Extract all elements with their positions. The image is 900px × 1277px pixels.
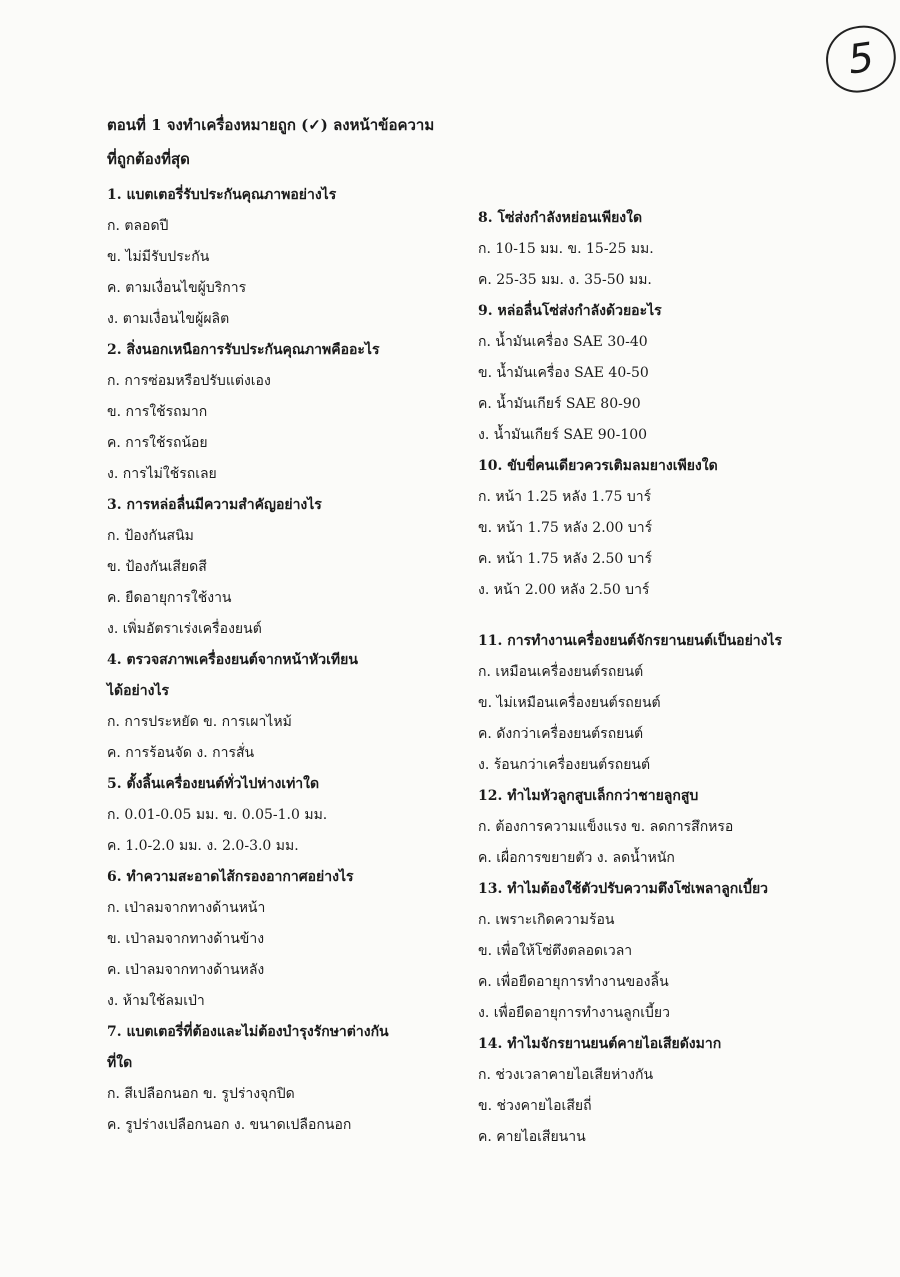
question-text: 6. ทำความสะอาดไส้กรองอากาศอย่างไร [107,869,354,885]
option: ค. น้ำมันเกียร์ SAE 80-90 [478,396,641,412]
question-text: 3. การหล่อลื่นมีความสำคัญอย่างไร [107,497,322,513]
option: ก. 10-15 มม. ข. 15-25 มม. [478,241,654,257]
option: ค. 1.0-2.0 มม. ง. 2.0-3.0 มม. [107,838,299,854]
question-2 [107,335,467,490]
question-text: 12. ทำไมหัวลูกสูบเล็กกว่าชายลูกสูบ [478,788,699,804]
option: ข. เป่าลมจากทางด้านข้าง [107,931,265,947]
option: ก. เหมือนเครื่องยนต์รถยนต์ [478,664,644,680]
question-5 [107,769,467,862]
question-text-cont: ที่ใด [107,1055,133,1071]
option: ง. น้ำมันเกียร์ SAE 90-100 [478,427,648,443]
left-column [107,180,467,1141]
option: ค. ดังกว่าเครื่องยนต์รถยนต์ [478,726,644,742]
question-text: 8. โซ่ส่งกำลังหย่อนเพียงใด [478,210,643,226]
option: ข. ป้องกันเสียดสี [107,559,207,575]
question-14 [478,1029,888,1153]
option: ก. หน้า 1.25 หลัง 1.75 บาร์ [478,489,652,505]
question-text: 7. แบตเตอรี่ที่ต้องและไม่ต้องบำรุงรักษาต่างกัน [107,1024,389,1040]
question-7 [107,1017,467,1141]
right-column [478,203,888,1153]
question-text: 10. ขับขี่คนเดียวควรเติมลมยางเพียงใด [478,458,718,474]
question-1 [107,180,467,335]
question-8 [478,203,888,296]
option: ข. น้ำมันเครื่อง SAE 40-50 [478,365,649,381]
question-4 [107,645,467,769]
option: ค. เป่าลมจากทางด้านหลัง [107,962,265,978]
option: ง. เพื่อยืดอายุการทำงานลูกเบี้ยว [478,1005,670,1021]
option: ง. ตามเงื่อนไขผู้ผลิต [107,311,230,327]
option: ค. การใช้รถน้อย [107,435,208,451]
page-number [822,21,900,96]
question-text: 2. สิ่งนอกเหนือการรับประกันคุณภาพคืออะไร [107,342,380,358]
option: ค. คายไอเสียนาน [478,1129,586,1145]
question-10 [478,451,888,606]
option: ข. ไม่มีรับประกัน [107,249,210,265]
question-11 [478,626,888,781]
option: ก. ตลอดปี [107,218,169,234]
question-text: 11. การทำงานเครื่องยนต์จักรยานยนต์เป็นอย่างไร [478,633,783,649]
option: ก. สีเปลือกนอก ข. รูปร่างจุกปิด [107,1086,295,1102]
option: ค. ตามเงื่อนไขผู้บริการ [107,280,247,296]
option: ง. การไม่ใช้รถเลย [107,466,217,482]
option: ก. ป้องกันสนิม [107,528,194,544]
question-12 [478,781,888,874]
option: ข. ช่วงคายไอเสียถี่ [478,1098,592,1114]
option: ข. ไม่เหมือนเครื่องยนต์รถยนต์ [478,695,661,711]
option: ก. ต้องการความแข็งแรง ข. ลดการสึกหรอ [478,819,734,835]
question-text: 9. หล่อลื่นโซ่ส่งกำลังด้วยอะไร [478,303,662,319]
question-13 [478,874,888,1029]
question-3 [107,490,467,645]
spacer [478,606,888,626]
option: ก. เพราะเกิดความร้อน [478,912,615,928]
option: ก. การประหยัด ข. การเผาไหม้ [107,714,292,730]
question-6 [107,862,467,1017]
section-header [107,108,447,176]
section-header-line-1: ตอนที่ 1 จงทำเครื่องหมายถูก (✓) ลงหน้าข้อความ [107,116,435,134]
option: ก. 0.01-0.05 มม. ข. 0.05-1.0 มม. [107,807,328,823]
option: ง. หน้า 2.00 หลัง 2.50 บาร์ [478,582,650,598]
option: ค. การร้อนจัด ง. การสั่น [107,745,255,761]
option: ข. การใช้รถมาก [107,404,208,420]
option: ข. เพื่อให้โซ่ตึงตลอดเวลา [478,943,633,959]
option: ค. รูปร่างเปลือกนอก ง. ขนาดเปลือกนอก [107,1117,352,1133]
option: ค. เผื่อการขยายตัว ง. ลดน้ำหนัก [478,850,675,866]
question-text-cont: ได้อย่างไร [107,683,170,699]
question-text: 14. ทำไมจักรยานยนต์คายไอเสียดังมาก [478,1036,722,1052]
option: ง. ห้ามใช้ลมเป่า [107,993,205,1009]
option: ก. ช่วงเวลาคายไอเสียห่างกัน [478,1067,654,1083]
option: ง. เพิ่มอัตราเร่งเครื่องยนต์ [107,621,262,637]
question-text: 1. แบตเตอรี่รับประกันคุณภาพอย่างไร [107,187,337,203]
option: ก. เป่าลมจากทางด้านหน้า [107,900,266,916]
question-text: 5. ตั้งลิ้นเครื่องยนต์ทั่วไปห่างเท่าใด [107,776,320,792]
question-text: 13. ทำไมต้องใช้ตัวปรับความตึงโซ่เพลาลูกเบี้ยว [478,881,769,897]
section-header-line-2: ที่ถูกต้องที่สุด [107,150,190,168]
option: ค. เพื่อยืดอายุการทำงานของลิ้น [478,974,669,990]
option: ก. การซ่อมหรือปรับแต่งเอง [107,373,271,389]
page-number-text: 5 [845,34,877,84]
option: ค. หน้า 1.75 หลัง 2.50 บาร์ [478,551,652,567]
option: ก. น้ำมันเครื่อง SAE 30-40 [478,334,648,350]
option: ข. หน้า 1.75 หลัง 2.00 บาร์ [478,520,653,536]
question-9 [478,296,888,451]
option: ง. ร้อนกว่าเครื่องยนต์รถยนต์ [478,757,651,773]
option: ค. 25-35 มม. ง. 35-50 มม. [478,272,652,288]
option: ค. ยืดอายุการใช้งาน [107,590,232,606]
question-text: 4. ตรวจสภาพเครื่องยนต์จากหน้าหัวเทียน [107,652,358,668]
